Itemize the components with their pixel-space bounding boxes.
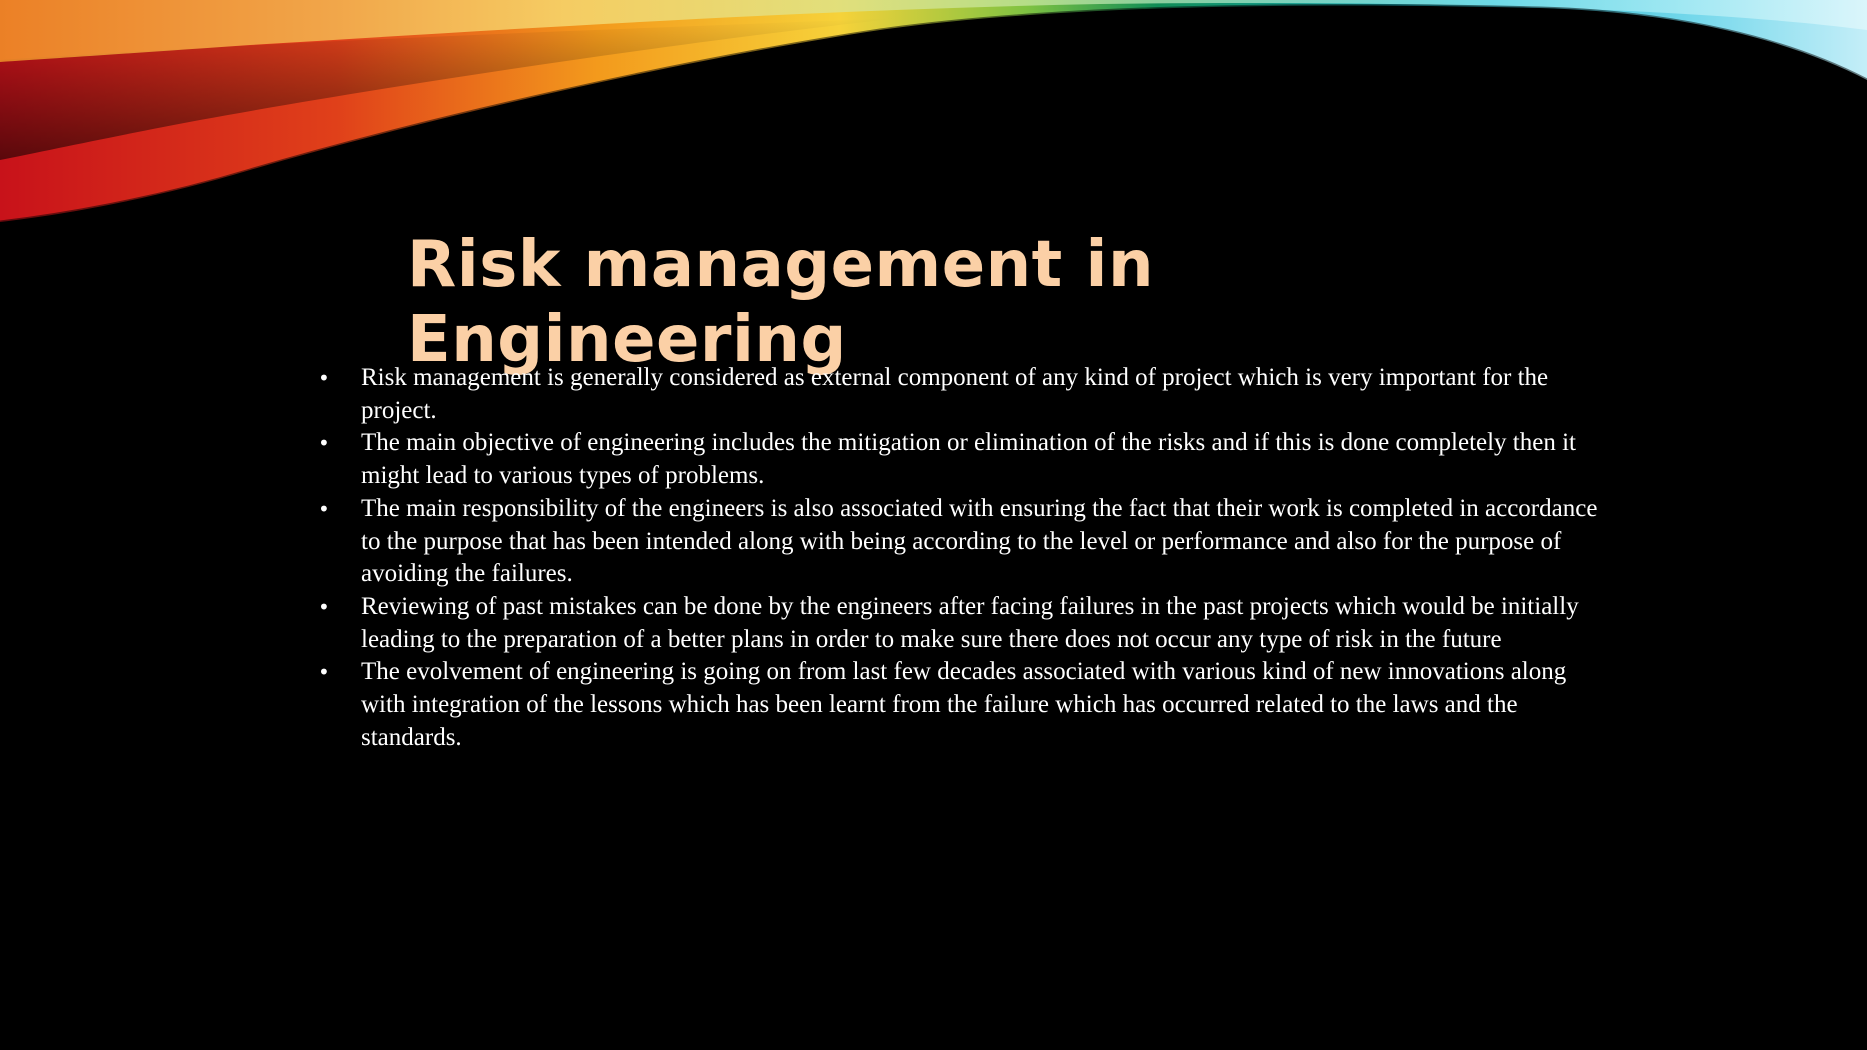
bullet-text: The evolvement of engineering is going on from last few decades associated with various kind of new innovations along with integration of the lessons which has been learnt from the failure which has occurred related to the laws and the standards. [361,658,1567,751]
list-item [318,493,1608,591]
slide-title: Risk management in Engineering [407,228,1155,377]
bullet-icon: • [318,496,330,521]
list-item [318,427,1608,492]
bullet-text: The main objective of engineering includes the mitigation or elimination of the risks and if this is done completely then it might lead to various types of problems. [361,429,1576,490]
bullet-text: Reviewing of past mistakes can be done by the engineers after facing failures in the past projects which would be initially leading to the preparation of a better plans in order to make sure there does not occur any type of risk in the future [361,592,1579,653]
bullet-icon: • [318,594,330,619]
list-item [318,591,1608,656]
bullet-text: The main responsibility of the engineers is also associated with ensuring the fact that their work is completed in accordance to the purpose that has been intended along with being according to the level or performance and also for the purpose of avoiding the failures. [361,494,1598,588]
bullet-icon: • [318,431,330,456]
bullet-text: Risk management is generally considered as external component of any kind of project which is very important for the project. [361,364,1549,424]
bullet-list [318,362,1608,754]
decorative-banner [0,0,1867,240]
list-item [318,656,1608,754]
list-item [318,362,1608,427]
bullet-icon: • [318,660,330,685]
bullet-icon: • [318,366,330,390]
